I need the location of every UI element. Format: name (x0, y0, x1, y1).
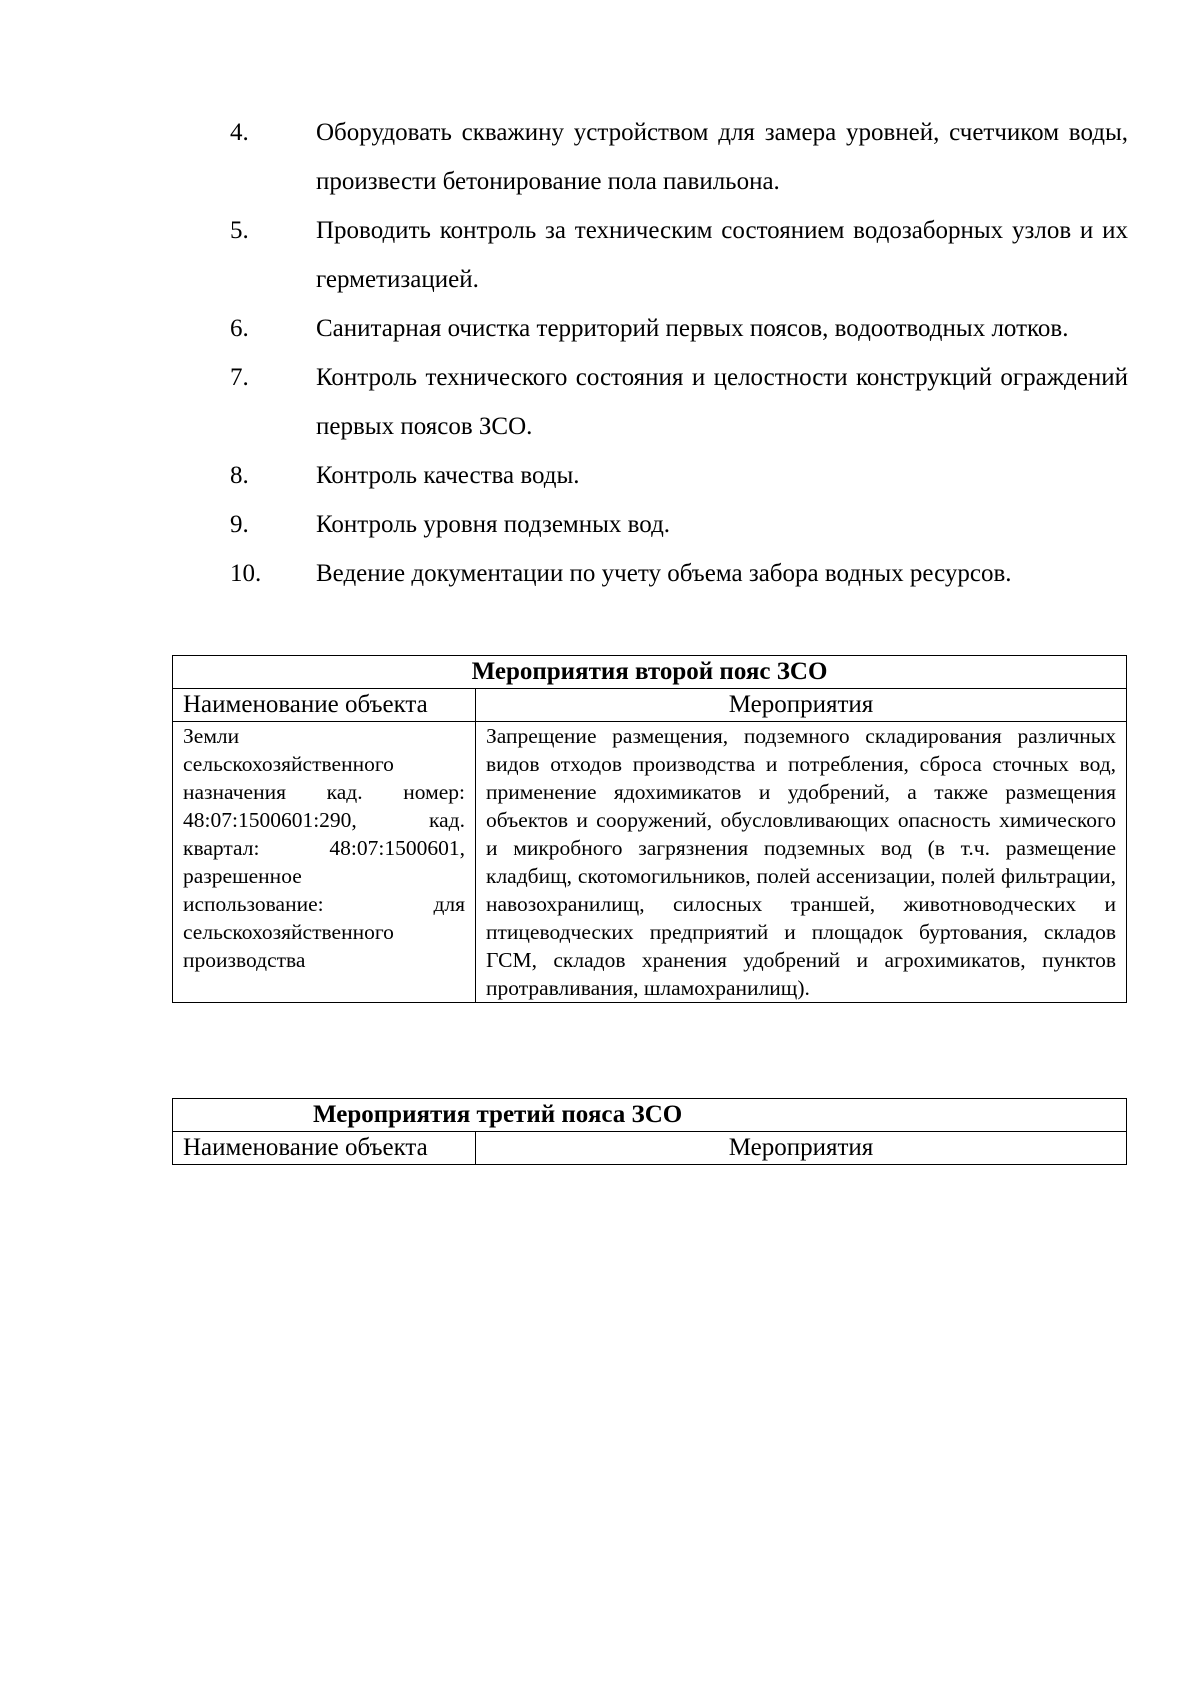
list-item (230, 500, 1128, 549)
list-item-text: Проводить контроль за техническим состоянием водозаборных узлов и их герметизацией. (316, 217, 1128, 293)
list-item (230, 108, 1128, 206)
measures-text: Запрещение размещения, подземного складирования различных видов отходов производства и потребления, сброса сточных вод, применение ядохимикатов и удобрений, а также размещения объектов и сооружений, обусловливающих опасность химического и микробного загрязнения подземных вод (в т.ч. размещение кладбищ, скотомогильников, полей ассенизации, полей фильтрации, навозохранилищ, силосных траншей, животноводческих и птицеводческих предприятий и площадок буртования, складов ГСМ, складов хранения удобрений и агрохимикатов, пунктов протравливания, шламохранилищ). (486, 724, 1117, 1000)
list-item-text: Оборудовать скважину устройством для замера уровней, счетчиком воды, произвести бетонирование пола павильона. (316, 119, 1128, 195)
list-item (230, 206, 1128, 304)
list-item-number: 6. (230, 315, 249, 342)
table-title-row (173, 656, 1127, 689)
list-item-text: Ведение документации по учету объема забора водных ресурсов. (316, 560, 1012, 587)
list-item-text: Контроль качества воды. (316, 462, 580, 489)
table-header-row (173, 1132, 1127, 1165)
list-item-number: 4. (230, 119, 249, 146)
list-item-text: Контроль технического состояния и целостности конструкций ограждений первых поясов ЗСО. (316, 364, 1128, 440)
column-header-object: Наименование объекта (173, 1132, 476, 1165)
object-line: 48:07:1500601:290, кад. (183, 808, 465, 832)
object-line: назначения кад. номер: (183, 780, 465, 804)
measures-cell (476, 722, 1127, 1003)
list-item-number: 10. (230, 560, 262, 587)
list-item-number: 5. (230, 217, 249, 244)
object-line: сельскохозяйственного (183, 920, 394, 944)
second-zone-table (172, 655, 1127, 1003)
object-line: квартал: 48:07:1500601, (183, 836, 465, 860)
list-item (230, 451, 1128, 500)
table-title-row (173, 1099, 1127, 1132)
column-header-measures: Мероприятия (476, 689, 1127, 722)
object-line: производства (183, 948, 306, 972)
list-item-text: Санитарная очистка территорий первых поясов, водоотводных лотков. (316, 315, 1069, 342)
list-item (230, 549, 1128, 598)
list-item (230, 353, 1128, 451)
measures-list (230, 108, 1128, 598)
table-title: Мероприятия второй пояс ЗСО (173, 656, 1127, 689)
object-line: разрешенное (183, 864, 302, 888)
list-item-number: 7. (230, 364, 249, 391)
list-item-text: Контроль уровня подземных вод. (316, 511, 671, 538)
object-line: Земли (183, 724, 240, 748)
list-item-number: 8. (230, 462, 249, 489)
object-cell (173, 722, 476, 1003)
object-line: сельскохозяйственного (183, 752, 394, 776)
third-zone-table (172, 1098, 1127, 1165)
object-line: использование: для (183, 892, 465, 916)
column-header-measures: Мероприятия (476, 1132, 1127, 1165)
table-header-row (173, 689, 1127, 722)
column-header-object: Наименование объекта (173, 689, 476, 722)
list-item (230, 304, 1128, 353)
list-item-number: 9. (230, 511, 249, 538)
table-row (173, 722, 1127, 1003)
table-title: Мероприятия третий пояса ЗСО (173, 1099, 1127, 1132)
